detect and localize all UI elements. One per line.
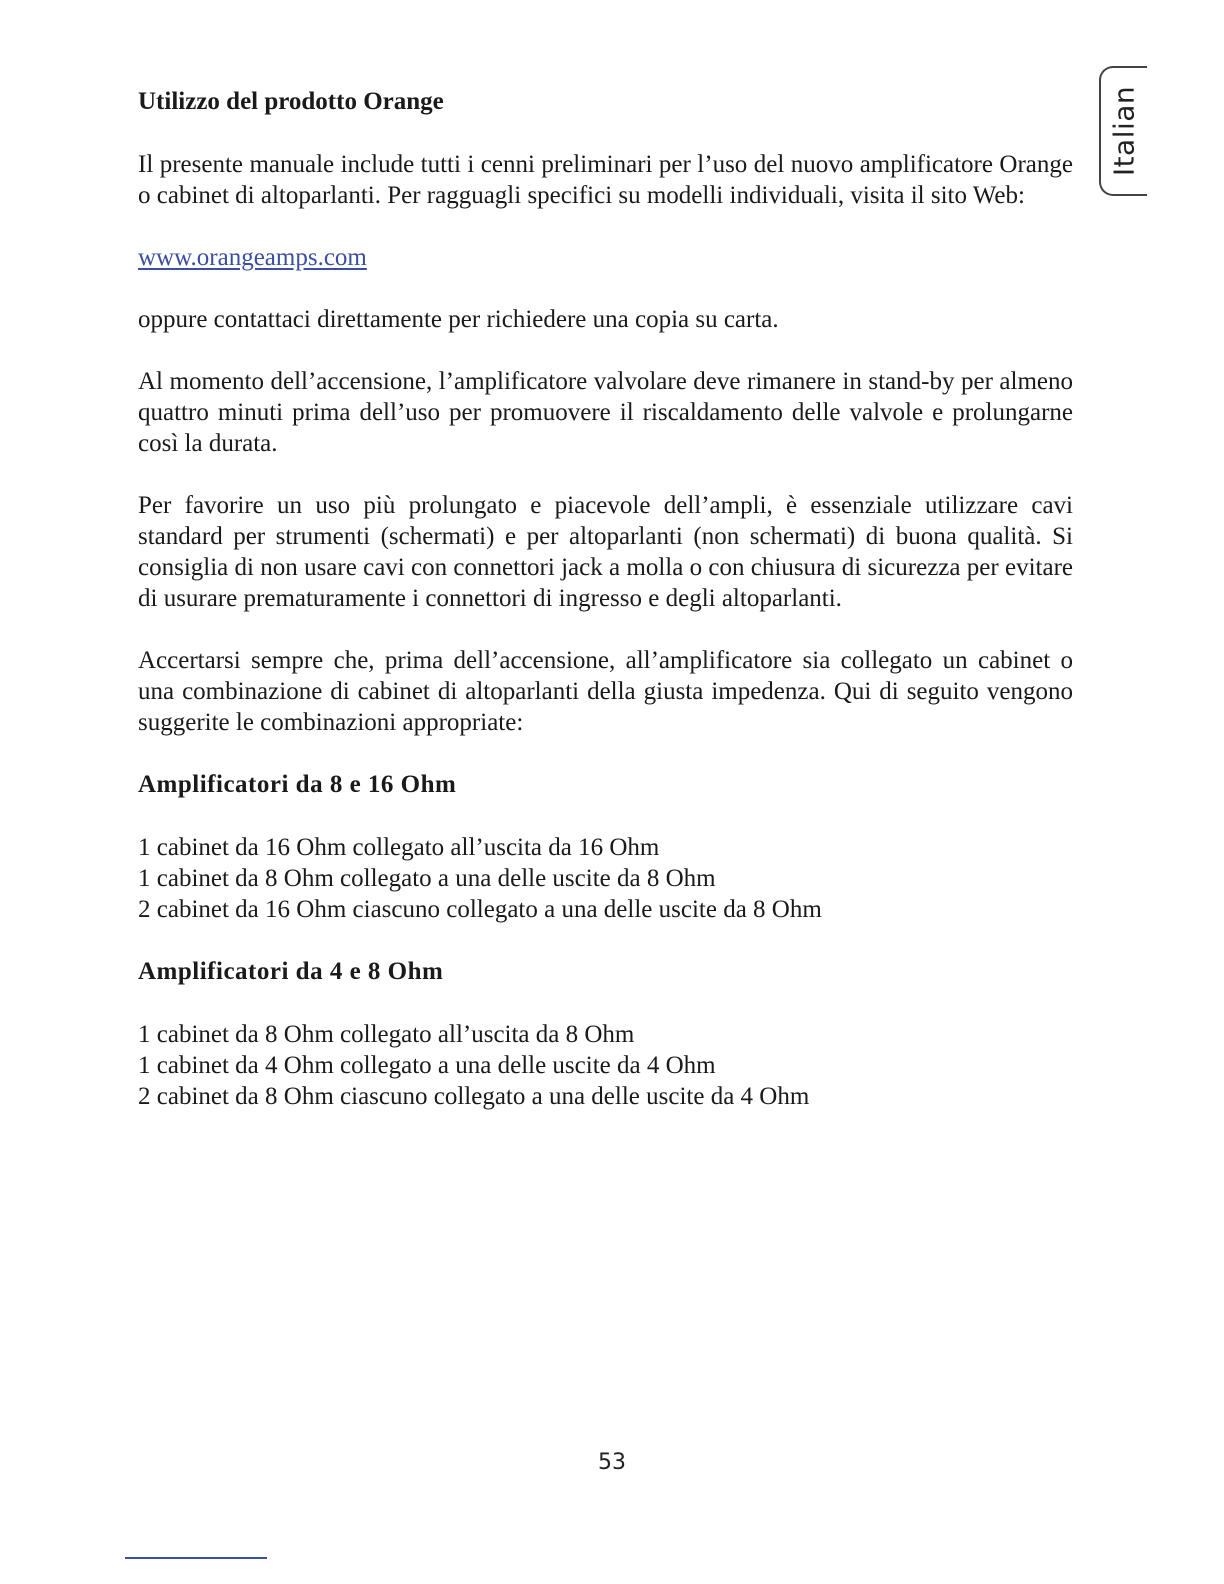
list-item: 1 cabinet da 4 Ohm collegato a una delle uscite da 4 Ohm bbox=[138, 1052, 716, 1079]
section-title: Utilizzo del prodotto Orange bbox=[138, 88, 444, 115]
impedance-paragraph: Accertarsi sempre che, prima dell’accensione, all’amplificatore sia collegato un cabinet o una combinazione di cabinet di altoparlanti della giusta impedenza. Qui di seguito vengono suggerite le combinazioni appropriate: bbox=[138, 647, 1073, 736]
list-item: 1 cabinet da 8 Ohm collegato all’uscita da 8 Ohm bbox=[138, 1021, 635, 1048]
amp-4-8-heading: Amplificatori da 4 e 8 Ohm bbox=[138, 958, 444, 985]
list-item: 1 cabinet da 16 Ohm collegato all’uscita da 16 Ohm bbox=[138, 834, 660, 861]
page-content bbox=[138, 86, 1073, 1143]
standby-paragraph: Al momento dell’accensione, l’amplificatore valvolare deve rimanere in stand-by per almeno quattro minuti prima dell’uso per promuovere il riscaldamento delle valvole e prolungarne così la durata. bbox=[138, 368, 1073, 457]
footer-divider bbox=[125, 1557, 267, 1559]
amp-8-16-heading: Amplificatori da 8 e 16 Ohm bbox=[138, 771, 457, 798]
amp-4-8-list bbox=[138, 1019, 1073, 1112]
intro-paragraph: Il presente manuale include tutti i cenni preliminari per l’uso del nuovo amplificatore Orange o cabinet di altoparlanti. Per ragguagli specifici su modelli individuali, visita il sito Web: bbox=[138, 151, 1073, 209]
contact-paragraph: oppure contattaci direttamente per richiedere una copia su carta. bbox=[138, 306, 779, 333]
website-link[interactable]: www.orangeamps.com bbox=[138, 244, 367, 271]
language-tab-label: Italian bbox=[1107, 85, 1141, 177]
cables-paragraph: Per favorire un uso più prolungato e piacevole dell’ampli, è essenziale utilizzare cavi standard per strumenti (schermati) e per altoparlanti (non schermati) di buona qualità. Si consiglia di non usare cavi con connettori jack a molla o con chiusura di sicurezza per evitare di usurare prematuramente i connettori di ingresso e degli altoparlanti. bbox=[138, 492, 1073, 612]
list-item: 1 cabinet da 8 Ohm collegato a una delle uscite da 8 Ohm bbox=[138, 865, 716, 892]
amp-8-16-list bbox=[138, 832, 1073, 925]
list-item: 2 cabinet da 8 Ohm ciascuno collegato a una delle uscite da 4 Ohm bbox=[138, 1083, 810, 1110]
language-tab bbox=[1099, 66, 1147, 196]
list-item: 2 cabinet da 16 Ohm ciascuno collegato a una delle uscite da 8 Ohm bbox=[138, 896, 822, 923]
page-number: 53 bbox=[598, 1450, 626, 1475]
